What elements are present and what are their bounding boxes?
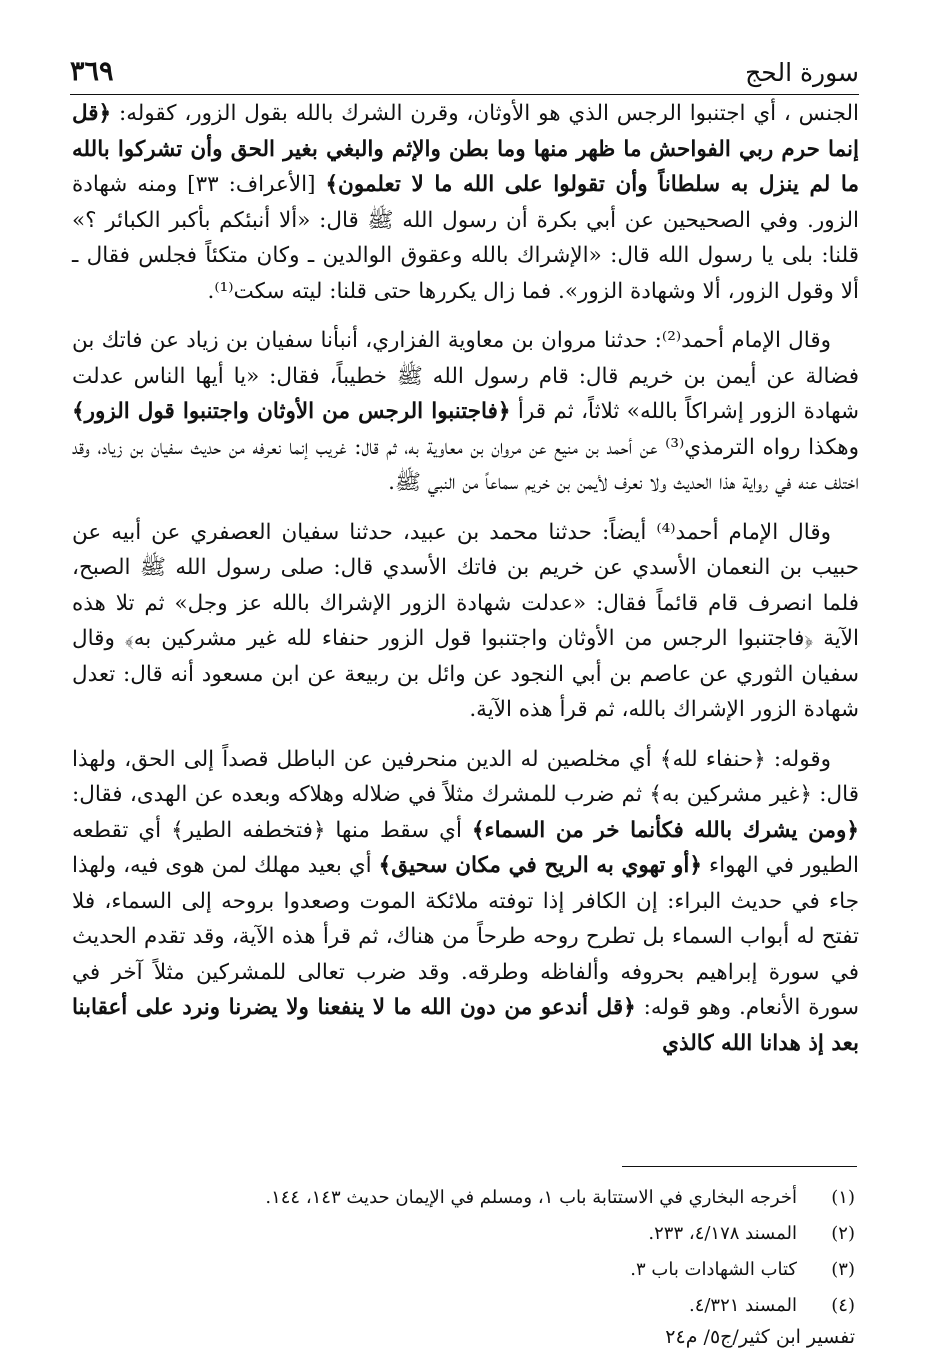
footnote-3 [72, 1252, 855, 1288]
paragraph-1 [72, 96, 859, 309]
footnote-text: كتاب الشهادات باب ٣. [630, 1259, 797, 1280]
commentary-text: أي سقط منها ﴿فتخطفه الطير﴾ أي تقطعه الطيور في الهواء [72, 817, 859, 878]
surah-title: سورة الحج [745, 58, 859, 87]
quran-verse: ﴿قل إنما حرم ربي الفواحش ما ظهر منها وما بطن والإثم والبغي بغير الحق وأن تشركوا بالله ما لم ينزل به سلطاناً وأن تقولوا على الله ما لا تعلمون﴾ [72, 101, 859, 197]
commentary-text: وقال الإمام أحمد⁽²⁾: حدثنا مروان بن معاوية الفزاري، أنبأنا سفيان بن زياد عن فاتك بن فضالة عن أيمن بن خريم قال: قام رسول الله ﷺ خطيباً، فقال: «يا أيها الناس عدلت شهادة الزور إشراكاً بالله» ثلاثاً، ثم قرأ [72, 328, 859, 424]
page-footer [72, 1326, 855, 1348]
footnote-number: (٣) [831, 1259, 855, 1280]
footnote-text: أخرجه البخاري في الاستتابة باب ١، ومسلم في الإيمان حديث ١٤٣، ١٤٤. [265, 1187, 797, 1208]
paragraph-2 [72, 323, 859, 501]
volume-signature: تفسير ابن كثير/ج٥/ م٢٤ [665, 1326, 855, 1348]
main-text [72, 96, 859, 1075]
commentary-text: وهكذا رواه الترمذي⁽³⁾ عن أحمد بن منيع عن مروان بن معاوية به، ثم قال: غريب إنما نعرفه من حديث سفيان بن زياد، وقد اختلف عنه في رواية هذا الحديث ولا نعرف لأيمن بن خريم سماعاً من النبي ﷺ. [72, 434, 860, 495]
paragraph-3 [72, 515, 859, 728]
footnote-text: المسند ٤/٣٢١. [688, 1295, 797, 1316]
commentary-text: الجنس ، أي اجتنبوا الرجس الذي هو الأوثان، وقرن الشرك بالله بقول الزور، كقوله: [111, 101, 859, 126]
page-header [70, 54, 859, 95]
footnote-number: (٤) [831, 1295, 855, 1316]
footnote-number: (٢) [831, 1223, 855, 1244]
quran-verse: ﴿فاجتنبوا الرجس من الأوثان واجتنبوا قول الزور﴾ [72, 399, 511, 424]
footnote-number: (١) [831, 1187, 855, 1208]
footnotes [72, 1180, 855, 1324]
paragraph-4 [72, 742, 859, 1062]
footnote-4 [72, 1288, 855, 1324]
footnote-text: المسند ٤/١٧٨، ٢٣٣. [648, 1223, 797, 1244]
commentary-text: وقال الإمام أحمد⁽⁴⁾ أيضاً: حدثنا محمد بن عبيد، حدثنا سفيان العصفري عن أبيه عن حبيب بن النعمان الأسدي عن خريم بن فاتك الأسدي قال: صلى رسول الله ﷺ الصبح، فلما انصرف قام قائماً فقال: «عدلت شهادة الزور الإشراك بالله عز وجل» ثم تلا هذه الآية ﴿فاجتنبوا الرجس من الأوثان واجتنبوا قول الزور حنفاء لله غير مشركين به﴾ وقال سفيان الثوري عن عاصم بن أبي النجود عن وائل بن ربيعة عن ابن مسعود أنه قال: تعدل شهادة الزور الإشراك بالله، ثم قرأ هذه الآية. [72, 519, 859, 722]
commentary-text: وقوله: ﴿حنفاء لله﴾ أي مخلصين له الدين منحرفين عن الباطل قصداً إلى الحق، ولهذا قال: ﴿غير مشركين به﴾ ثم ضرب للمشرك مثلاً في ضلاله وهلاكه وبعده عن الهدى، فقال: [72, 746, 859, 807]
page-number: ٣٦٩ [70, 56, 114, 87]
commentary-text: [الأعراف: ٣٣] ومنه شهادة الزور. وفي الصحيحين عن أبي بكرة أن رسول الله ﷺ قال: «ألا أنبئكم بأكبر الكبائر ؟» قلنا: بلى يا رسول الله قال: «الإشراك بالله وعقوق الوالدين ـ وكان متكئاً فجلس فقال ـ ألا وقول الزور، ألا وشهادة الزور». فما زال يكررها حتى قلنا: ليته سكت⁽¹⁾. [72, 172, 859, 304]
quran-verse: ﴿قل أندعو من دون الله ما لا ينفعنا ولا يضرنا ونرد على أعقابنا بعد إذ هدانا الله كالذي [72, 995, 859, 1056]
quran-verse: ﴿أو تهوي به الريح في مكان سحيق﴾ [378, 853, 702, 878]
quran-verse: ﴿ومن يشرك بالله فكأنما خر من السماء﴾ [471, 817, 859, 843]
footnote-1 [72, 1180, 855, 1216]
footnote-divider [622, 1166, 857, 1167]
footnote-2 [72, 1216, 855, 1252]
commentary-text: أي بعيد مهلك لمن هوى فيه، ولهذا جاء في حديث البراء: إن الكافر إذا توفته ملائكة الموت وصعدوا بروحه إلى السماء، فلا تفتح له أبواب السماء بل تطرح روحه طرحاً من هناك، ثم قرأ هذه الآية، وقد تقدم الحديث في سورة إبراهيم بحروفه وألفاظه وطرقه. وقد ضرب تعالى للمشركين مثلاً آخر في سورة الأنعام. وهو قوله: [72, 853, 859, 1020]
